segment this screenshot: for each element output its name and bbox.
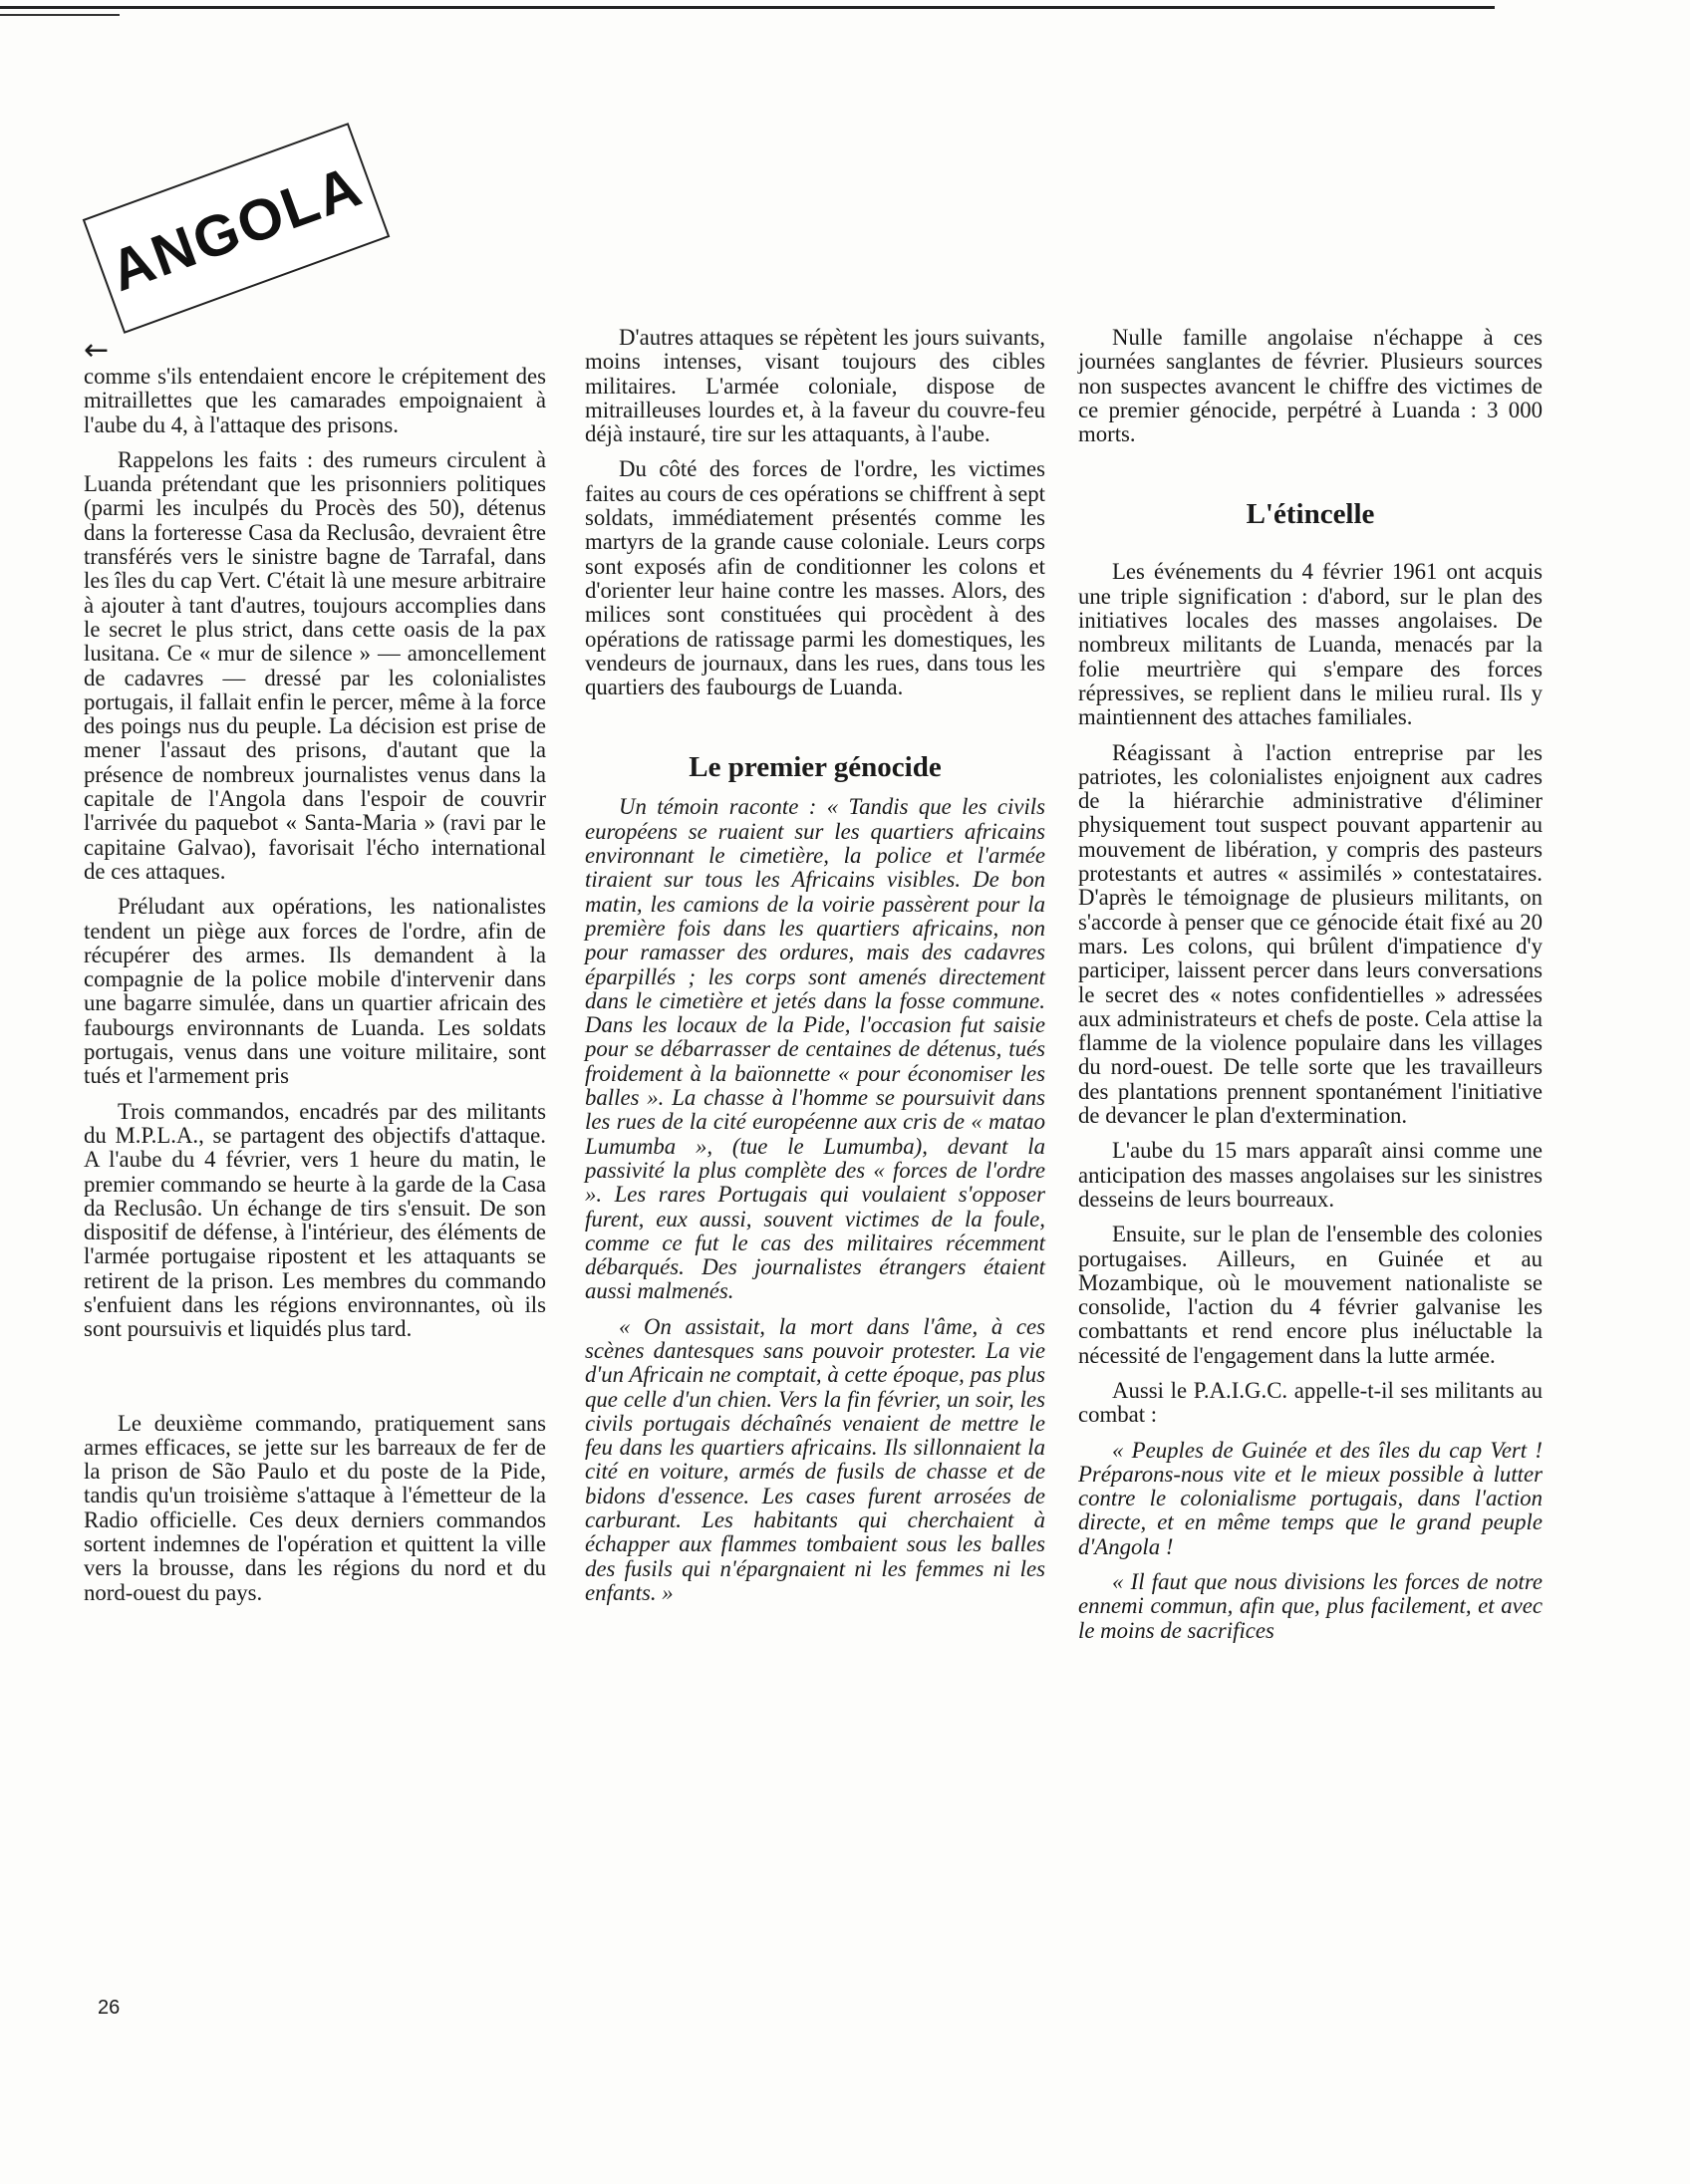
paragraph: Le deuxième commando, pratiquement sans armes efficaces, se jette sur les barreaux de fer de la prison de São Paulo et du poste de la Pide, tandis qu'un troisième s'attaque à l'émetteur de la Radio officielle. Ces deux derniers commandos sortent indemnes de l'opération et quittent la ville vers la brousse, dans les régions du nord et du nord-ouest du pays. <box>84 1410 546 1605</box>
paragraph: comme s'ils entendaient encore le crépitement des mitraillettes que les camarades empoignaient à l'aube du 4, à l'attaque des prisons. <box>84 364 546 437</box>
paragraph: Les événements du 4 février 1961 ont acquis une triple signification : d'abord, sur le plan des initiatives locales des masses angolaises. De nombreux militants de Luanda, menacés par la folie meurtrière qui s'empare des forces répressives, se replient dans le milieu rural. Ils y maintiennent des attaches familiales. <box>1078 559 1543 730</box>
section-title: ANGOLA <box>102 152 371 304</box>
paragraph: Du côté des forces de l'ordre, les victimes faites au cours de ces opérations se chiffrent à sept soldats, immédiatement présentés comme les martyrs de la grande cause coloniale. Leurs corps sont exposés afin de conditionner les colons et d'orienter leur haine contre les masses. Alors, des milices sont constituées qui procèdent à des opérations de ratissage parmi les domestiques, les vendeurs de journaux, dans les rues, dans tous les quartiers des faubourgs de Luanda. <box>585 456 1045 700</box>
paragraph: Nulle famille angolaise n'échappe à ces journées sanglantes de février. Plusieurs sources non suspectes avancent le chiffre des victimes de ce premier génocide, perpétré à Luanda : 3 000 morts. <box>1078 325 1543 447</box>
column-1 <box>84 365 546 1616</box>
paragraph: Réagissant à l'action entreprise par les patriotes, les colonialistes enjoignent aux cadres de la hiérarchie administrative d'éliminer physiquement tout suspect pouvant appartenir au mouvement de libération, y compris des pasteurs protestants et autres « assimilés » contestataires. D'après le témoignage de plusieurs militants, on s'accorde à penser que ce génocide était fixé au 20 mars. Les colons, qui brûlent d'impatience d'y participer, laissent percer dans leurs conversations le secret des « notes confidentielles » adressées aux administrateurs et chefs de poste. Cela attise la flamme de la violence populaire dans les villages du nord-ouest. De telle sorte que les travailleurs des plantations prennent spontanément l'initiative de devancer le plan d'extermination. <box>1078 739 1543 1129</box>
paragraph: « On assistait, la mort dans l'âme, à ces scènes dantesques sans pouvoir protester. La vie d'un Africain ne comptait, à cette époque, pas plus que celle d'un chien. Vers la fin février, un soir, les civils portugais déchaînés venaient de mettre le feu dans les quartiers africains. Ils sillonnaient la cité en voiture, armés de fusils de chasse et de bidons d'essence. Les cases furent arrosées de carburant. Les habitants qui cherchaient à échapper aux flammes tombaient sous les balles des fusils qui n'épargnaient ni les femmes ni les enfants. » <box>585 1313 1045 1605</box>
paragraph: Trois commandos, encadrés par des militants du M.P.L.A., se partagent des objectifs d'attaque. A l'aube du 4 février, vers 1 heure du matin, le premier commando se heurte à la garde de la Casa da Reclusâo. Un échange de tirs s'ensuit. De son dispositif de défense, à l'intérieur, des éléments de l'armée portugaise ripostent et les attaquants se retirent de la prison. Les membres du commando s'enfuient dans les régions environnantes, où ils sont poursuivis et liquidés plus tard. <box>84 1098 546 1342</box>
paragraph: Aussi le P.A.I.G.C. appelle-t-il ses militants au combat : <box>1078 1377 1543 1428</box>
paragraph: D'autres attaques se répètent les jours suivants, moins intenses, visant toujours des cibles militaires. L'armée coloniale, dispose de mitrailleuses lourdes et, à la faveur du couvre-feu déjà instauré, tire sur les attaquants, à l'aube. <box>585 325 1045 447</box>
section-heading: Le premier génocide <box>689 751 942 784</box>
top-rule <box>0 6 1495 9</box>
section-heading: L'étincelle <box>1246 498 1375 531</box>
top-rule-short <box>0 14 120 16</box>
paragraph: « Il faut que nous divisions les forces de notre ennemi commun, afin que, plus facilement, et avec le moins de sacrifices <box>1078 1569 1543 1643</box>
section-stamp <box>83 123 391 334</box>
page-number: 26 <box>98 1997 121 2019</box>
paragraph: L'aube du 15 mars apparaît ainsi comme une anticipation des masses angolaises sur les sinistres desseins de leurs bourreaux. <box>1078 1138 1543 1212</box>
column-2 <box>585 326 1045 1616</box>
paragraph: « Peuples de Guinée et des îles du cap Vert ! Préparons-nous vite et le mieux possible à lutter contre le colonialisme portugais, dans l'action directe, et en même temps que le grand peuple d'Angola ! <box>1078 1437 1543 1559</box>
paragraph: Rappelons les faits : des rumeurs circulent à Luanda prétendant que les prisonniers politiques (parmi les inculpés du Procès des 50), détenus dans la forteresse Casa da Reclusâo, devraient être transférés vers le sinistre bagne de Tarrafal, dans les îles du cap Vert. C'était là une mesure arbitraire à ajouter à tant d'autres, toujours accomplies dans le secret le plus strict, dans cette oasis de la pax lusitana. Ce « mur de silence » — amoncellement de cadavres — dressé par les colonialistes portugais, il fallait enfin le percer, même à la force des poings nus du peuple. La décision est prise de mener l'assaut des prisons, d'autant que la présence de nombreux journalistes venus dans la capitale de l'Angola dans l'espoir de couvrir l'arrivée du paquebot « Santa-Maria » (ravi par le capitaine Galvao), favorisait l'écho international de ces attaques. <box>84 446 546 884</box>
paragraph: Ensuite, sur le plan de l'ensemble des colonies portugaises. Ailleurs, en Guinée et au Mozambique, où le mouvement nationaliste se consolide, l'action du 4 février galvanise les combattants et rend encore plus inéluctable la nécessité de l'engagement dans la lutte armée. <box>1078 1222 1543 1368</box>
arrow-left-icon: ← <box>84 333 110 368</box>
paragraph: Un témoin raconte : « Tandis que les civils européens se ruaient sur les quartiers africains environnant le cimetière, la police et l'armée tiraient sur tous les Africains visibles. De bon matin, les camions de la voirie passèrent pour la première fois dans les quartiers africains, non pour ramasser des ordures, mais des cadavres éparpillés ; les corps sont amenés directement dans le cimetière et jetés dans la fosse commune. Dans les locaux de la Pide, l'occasion fut saisie pour se débarrasser de centaines de détenus, tués froidement à la baïonnette « pour économiser les balles ». La chasse à l'homme se poursuivit dans les rues de la cité européenne aux cris de « matao Lumumba », (tue le Lumumba), devant la passivité la plus complète des « forces de l'ordre ». Les rares Portugais qui voulaient s'opposer furent, eux aussi, souvent victimes de la foule, comme ce fut le cas des militaires récemment débarqués. Des journalistes étrangers étaient aussi malmenés. <box>585 794 1045 1304</box>
column-3 <box>1078 326 1543 1654</box>
paragraph: Préludant aux opérations, les nationalistes tendent un piège aux forces de l'ordre, afin de récupérer des armes. Ils demandent à la compagnie de la police mobile d'intervenir dans une bagarre simulée, dans un quartier africain des faubourgs environnants de Luanda. Les soldats portugais, venus dans une voiture militaire, sont tués et l'armement pris <box>84 894 546 1089</box>
